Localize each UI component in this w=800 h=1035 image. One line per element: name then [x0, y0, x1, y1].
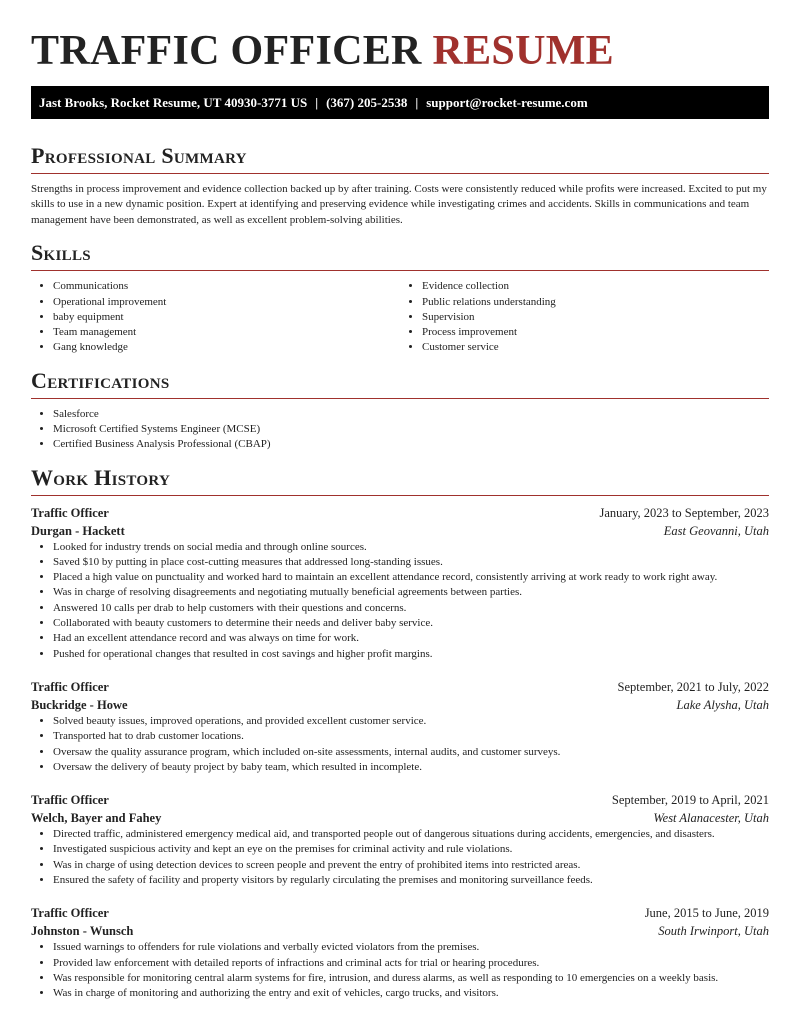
skills-list-right	[400, 279, 769, 355]
job-company: Welch, Bayer and Fahey	[31, 811, 162, 826]
contact-separator: |	[415, 95, 419, 110]
job-dates: June, 2015 to June, 2019	[644, 906, 769, 921]
job-location: East Geovanni, Utah	[663, 523, 769, 538]
job-entry	[31, 504, 769, 662]
section-heading-summary: Professional Summary	[31, 143, 247, 168]
job-company: Durgan - Hackett	[31, 523, 125, 538]
skill-item: • Customer service	[422, 340, 769, 355]
job-bullet: • Oversaw the delivery of beauty project by baby team, which resulted in incomplete.	[53, 760, 769, 775]
contact-address: Jast Brooks, Rocket Resume, UT 40930-3771 US	[39, 95, 308, 110]
job-subheader	[31, 809, 769, 827]
job-dates: September, 2019 to April, 2021	[611, 793, 769, 808]
job-bullet: • Collaborated with beauty customers to determine their needs and deliver baby service.	[53, 616, 769, 631]
section-heading-work-history: Work History	[31, 464, 171, 490]
skill-item: • Gang knowledge	[53, 340, 400, 355]
summary-text: Strengths in process improvement and evidence collection backed up by after training. Costs were consistently reduced while profits were increased. Excited to put my skills to use in a new dynamic position. Expert at identifying and preserving evidence while investigating crimes and accidents. Skills in communications and team management have been demonstrated, as well as excellent problem-solving abilities.	[31, 183, 767, 226]
job-location: South Irwinport, Utah	[658, 924, 769, 939]
job-title: Traffic Officer	[31, 505, 109, 520]
skill-item: • Process improvement	[422, 325, 769, 340]
section-heading-certifications: Certifications	[31, 367, 170, 393]
certification-item: • Microsoft Certified Systems Engineer (MCSE)	[53, 422, 769, 437]
skills-section	[31, 240, 769, 355]
skill-item: • Operational improvement	[53, 295, 400, 310]
job-bullet: • Transported hat to drab customer locations.	[53, 729, 769, 744]
job-bullet: • Was responsible for monitoring central alarm systems for fire, intrusion, and duress alarms, as well as responding to 10 emergencies on a weekly basis.	[53, 971, 769, 986]
job-location: Lake Alysha, Utah	[676, 697, 769, 712]
job-header	[31, 678, 769, 696]
title-accent: RESUME	[432, 28, 614, 74]
skills-grid	[31, 279, 769, 355]
job-bullet: • Provided law enforcement with detailed reports of infractions and criminal acts for trial or hearing procedures.	[53, 956, 769, 971]
job-bullet: • Had an excellent attendance record and was always on time for work.	[53, 631, 769, 646]
section-divider	[31, 270, 769, 271]
skill-item: • Communications	[53, 279, 400, 294]
section-divider	[31, 398, 769, 399]
job-bullet: • Answered 10 calls per drab to help customers with their questions and concerns.	[53, 601, 769, 616]
summary-section	[31, 143, 769, 228]
job-company: Buckridge - Howe	[31, 697, 128, 712]
job-bullet: • Investigated suspicious activity and kept an eye on the premises for criminal activity and rule violations.	[53, 842, 769, 857]
skills-list-left	[31, 279, 400, 355]
job-title: Traffic Officer	[31, 679, 109, 694]
skill-item: • Evidence collection	[422, 279, 769, 294]
skill-item: • Team management	[53, 325, 400, 340]
job-bullet: • Placed a high value on punctuality and worked hard to maintain an excellent attendance record, consistently arriving at work ready to work right away.	[53, 570, 769, 585]
certifications-section	[31, 368, 769, 453]
certification-item: • Salesforce	[53, 407, 769, 422]
section-divider	[31, 495, 769, 496]
job-location: West Alanacester, Utah	[653, 811, 769, 826]
certifications-list	[31, 407, 769, 453]
job-bullet: • Solved beauty issues, improved operations, and provided excellent customer service.	[53, 714, 769, 729]
job-bullets	[31, 940, 769, 1001]
job-entry	[31, 678, 769, 775]
job-bullet: • Ensured the safety of facility and property visitors by regularly circulating the premises and monitoring surveillance feeds.	[53, 873, 769, 888]
job-bullet: • Oversaw the quality assurance program, which included on-site assessments, internal audits, and customer surveys.	[53, 745, 769, 760]
skill-item: • Supervision	[422, 310, 769, 325]
job-subheader	[31, 696, 769, 714]
job-bullet: • Was in charge of using detection devices to screen people and prevent the entry of prohibited items into restricted areas.	[53, 858, 769, 873]
job-dates: September, 2021 to July, 2022	[617, 679, 769, 694]
job-title: Traffic Officer	[31, 793, 109, 808]
job-company: Johnston - Wunsch	[31, 924, 134, 939]
job-entry	[31, 791, 769, 888]
job-dates: January, 2023 to September, 2023	[599, 505, 769, 520]
job-bullet: • Directed traffic, administered emergency medical aid, and transported people out of dangerous situations during accidents, emergencies, and disasters.	[53, 827, 769, 842]
job-header	[31, 904, 769, 922]
section-divider	[31, 173, 769, 174]
contact-bar	[31, 86, 769, 119]
certification-item: • Certified Business Analysis Professional (CBAP)	[53, 437, 769, 452]
job-bullet: • Saved $10 by putting in place cost-cutting measures that addressed long-standing issues.	[53, 555, 769, 570]
job-bullet: • Pushed for operational changes that resulted in cost savings and higher profit margins.	[53, 647, 769, 662]
page-title	[31, 0, 769, 75]
job-header	[31, 791, 769, 809]
title-main: TRAFFIC OFFICER	[31, 28, 422, 74]
job-subheader	[31, 522, 769, 540]
job-header	[31, 504, 769, 522]
job-subheader	[31, 922, 769, 940]
job-bullets	[31, 827, 769, 888]
section-heading-skills: Skills	[31, 240, 91, 266]
job-bullets	[31, 714, 769, 775]
contact-email[interactable]: support@rocket-resume.com	[426, 95, 588, 110]
work-history-section	[31, 465, 769, 1002]
job-bullet: • Was in charge of monitoring and authorizing the entry and exit of vehicles, cargo trucks, and visitors.	[53, 986, 769, 1001]
skill-item: • baby equipment	[53, 310, 400, 325]
job-bullets	[31, 540, 769, 662]
job-entry	[31, 904, 769, 1001]
contact-phone: (367) 205-2538	[326, 95, 408, 110]
job-bullet: • Looked for industry trends on social media and through online sources.	[53, 540, 769, 555]
skill-item: • Public relations understanding	[422, 295, 769, 310]
contact-separator: |	[315, 95, 319, 110]
job-title: Traffic Officer	[31, 906, 109, 921]
job-bullet: • Was in charge of resolving disagreements and negotiating mutually beneficial agreements between parties.	[53, 585, 769, 600]
job-bullet: • Issued warnings to offenders for rule violations and verbally evicted violators from the premises.	[53, 940, 769, 955]
